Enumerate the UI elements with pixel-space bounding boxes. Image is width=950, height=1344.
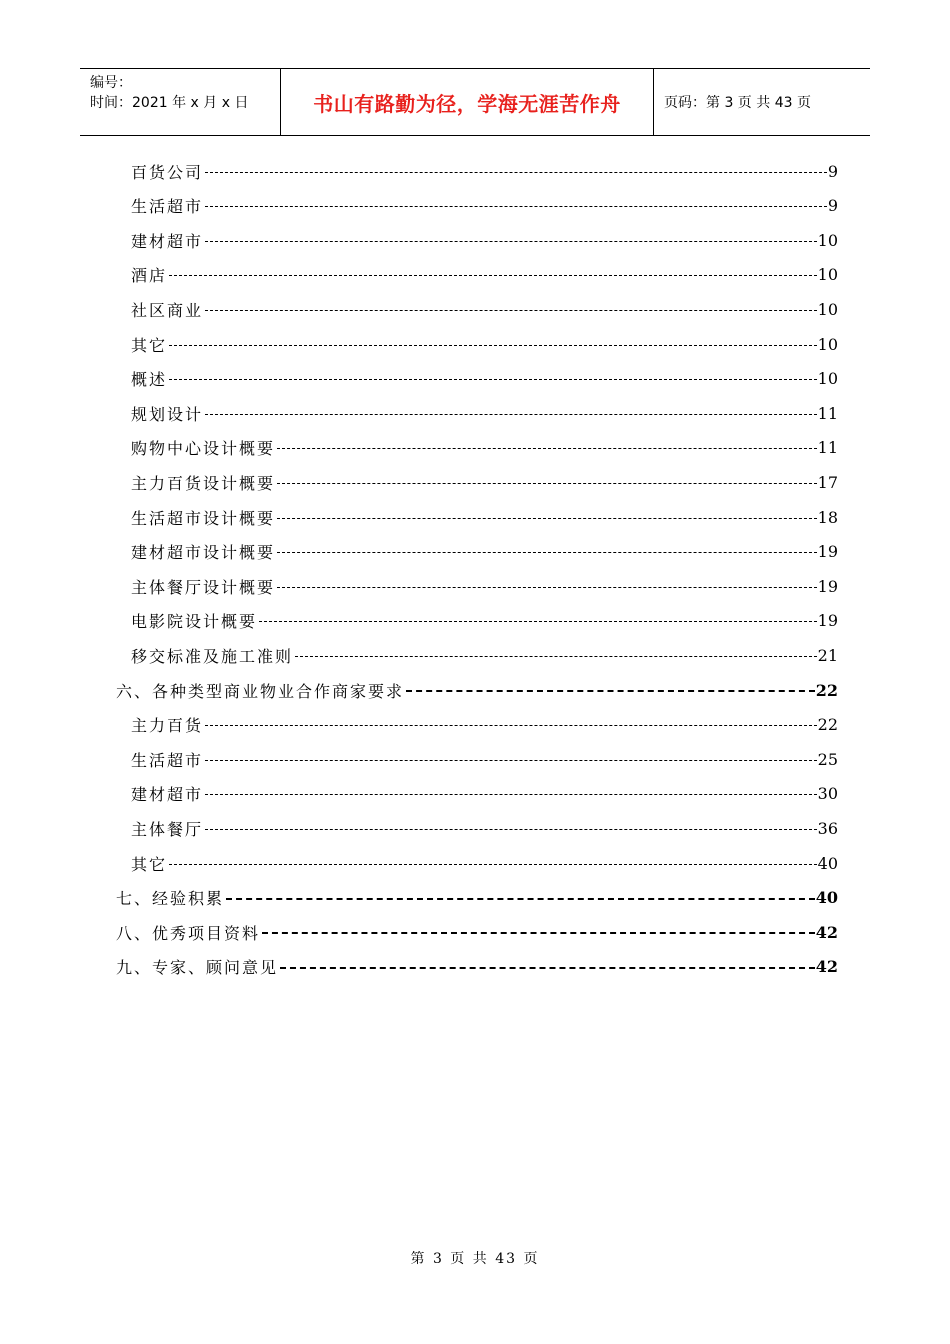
toc-entry[interactable] <box>131 781 838 807</box>
toc-leader-line <box>277 587 817 588</box>
toc-entry[interactable] <box>116 919 838 945</box>
toc-entry-page-number: 22 <box>817 715 838 735</box>
toc-entry-label: 主力百货 <box>131 716 204 736</box>
toc-entry-label: 八、优秀项目资料 <box>116 923 261 943</box>
toc-entry-page-number: 42 <box>815 922 838 942</box>
toc-entry-page-number: 21 <box>817 645 838 665</box>
header-motto <box>281 69 654 135</box>
toc-leader-line <box>406 690 815 692</box>
page-info-text: 页码：第 3 页 共 43 页 <box>664 95 811 111</box>
toc-leader-line <box>205 760 817 761</box>
toc-entry[interactable] <box>131 746 838 772</box>
time-label: 时间：2021 年 x 月 x 日 <box>90 95 249 111</box>
toc-entry-page-number: 36 <box>817 818 838 838</box>
toc-entry-label: 六、各种类型商业物业合作商家要求 <box>116 681 405 701</box>
toc-entry[interactable] <box>131 504 838 530</box>
toc-entry[interactable] <box>131 193 838 219</box>
toc-entry-page-number: 19 <box>817 611 838 631</box>
toc-leader-line <box>277 518 817 519</box>
toc-entry[interactable] <box>131 712 838 738</box>
toc-entry-page-number: 25 <box>817 749 838 769</box>
toc-entry-page-number: 30 <box>817 784 838 804</box>
toc-entry-label: 主体餐厅设计概要 <box>131 577 276 597</box>
toc-entry[interactable] <box>116 677 838 703</box>
toc-entry-page-number: 22 <box>815 680 838 700</box>
toc-entry-page-number: 17 <box>817 472 838 492</box>
toc-entry[interactable] <box>131 331 838 357</box>
toc-entry[interactable] <box>131 158 838 184</box>
toc-entry-label: 生活超市设计概要 <box>131 508 276 528</box>
toc-entry-page-number: 11 <box>817 438 838 458</box>
toc-leader-line <box>226 898 815 900</box>
toc-entry-page-number: 10 <box>817 299 838 319</box>
toc-entry-label: 社区商业 <box>131 300 204 320</box>
toc-entry-page-number: 11 <box>817 403 838 423</box>
toc-entry[interactable] <box>116 885 838 911</box>
toc-leader-line <box>277 552 817 553</box>
toc-entry[interactable] <box>116 954 838 980</box>
toc-entry-page-number: 9 <box>827 196 838 216</box>
toc-leader-line <box>205 829 817 830</box>
header-meta <box>80 69 281 135</box>
toc-leader-line <box>262 932 815 934</box>
toc-entry-label: 生活超市 <box>131 197 204 217</box>
toc-entry-page-number: 10 <box>817 230 838 250</box>
toc-leader-line <box>169 345 817 346</box>
toc-entry-page-number: 10 <box>817 369 838 389</box>
toc-entry[interactable] <box>131 815 838 841</box>
toc-entry[interactable] <box>131 608 838 634</box>
toc-leader-line <box>169 379 817 380</box>
toc-entry-label: 建材超市 <box>131 231 204 251</box>
toc-entry-label: 主力百货设计概要 <box>131 473 276 493</box>
toc-entry-page-number: 18 <box>817 507 838 527</box>
toc-entry-label: 概述 <box>131 370 168 390</box>
toc-entry-label: 其它 <box>131 335 168 355</box>
toc-entry[interactable] <box>131 850 838 876</box>
toc-entry[interactable] <box>131 573 838 599</box>
toc-entry-page-number: 40 <box>815 888 838 908</box>
toc-entry-label: 酒店 <box>131 266 168 286</box>
toc-entry[interactable] <box>131 227 838 253</box>
page-header <box>80 68 870 136</box>
toc-entry-label: 建材超市 <box>131 785 204 805</box>
toc-leader-line <box>280 967 815 969</box>
toc-entry-label: 建材超市设计概要 <box>131 543 276 563</box>
toc-entry-label: 生活超市 <box>131 750 204 770</box>
toc-entry-label: 其它 <box>131 854 168 874</box>
toc-entry[interactable] <box>131 262 838 288</box>
toc-leader-line <box>259 621 817 622</box>
toc-entry[interactable] <box>131 366 838 392</box>
toc-leader-line <box>277 448 817 449</box>
toc-entry-label: 九、专家、顾问意见 <box>116 958 279 978</box>
toc-leader-line <box>205 172 827 173</box>
toc-leader-line <box>169 275 817 276</box>
toc-entry[interactable] <box>131 400 838 426</box>
number-label: 编号： <box>90 75 132 91</box>
toc-entry[interactable] <box>131 642 838 668</box>
toc-entry-page-number: 19 <box>817 576 838 596</box>
toc-leader-line <box>169 864 817 865</box>
toc-entry-label: 移交标准及施工准则 <box>131 646 294 666</box>
toc-leader-line <box>205 206 827 207</box>
toc-entry-page-number: 19 <box>817 542 838 562</box>
toc-entry-label: 主体餐厅 <box>131 819 204 839</box>
toc-leader-line <box>277 483 817 484</box>
toc-entry[interactable] <box>131 296 838 322</box>
toc-entry-page-number: 10 <box>817 334 838 354</box>
toc-entry-label: 电影院设计概要 <box>131 612 258 632</box>
toc-entry-label: 七、经验积累 <box>116 889 225 909</box>
page-footer <box>0 1248 950 1268</box>
toc-entry-page-number: 42 <box>815 957 838 977</box>
toc-entry-label: 购物中心设计概要 <box>131 439 276 459</box>
toc-leader-line <box>205 414 817 415</box>
toc-leader-line <box>205 310 817 311</box>
toc-entry-label: 百货公司 <box>131 162 204 182</box>
toc-entry-page-number: 40 <box>817 853 838 873</box>
toc-entry[interactable] <box>131 539 838 565</box>
footer-page-number: 第 3 页 共 43 页 <box>410 1251 540 1267</box>
toc-leader-line <box>205 794 817 795</box>
toc-entry-page-number: 9 <box>827 161 838 181</box>
toc-entry[interactable] <box>131 469 838 495</box>
toc-leader-line <box>295 656 817 657</box>
toc-entry-label: 规划设计 <box>131 404 204 424</box>
toc-leader-line <box>205 241 817 242</box>
toc-entry[interactable] <box>131 435 838 461</box>
toc-leader-line <box>205 725 817 726</box>
toc-entry-page-number: 10 <box>817 265 838 285</box>
motto-text: 书山有路勤为径，学海无涯苦作舟 <box>313 91 621 116</box>
header-page-info <box>654 69 870 135</box>
